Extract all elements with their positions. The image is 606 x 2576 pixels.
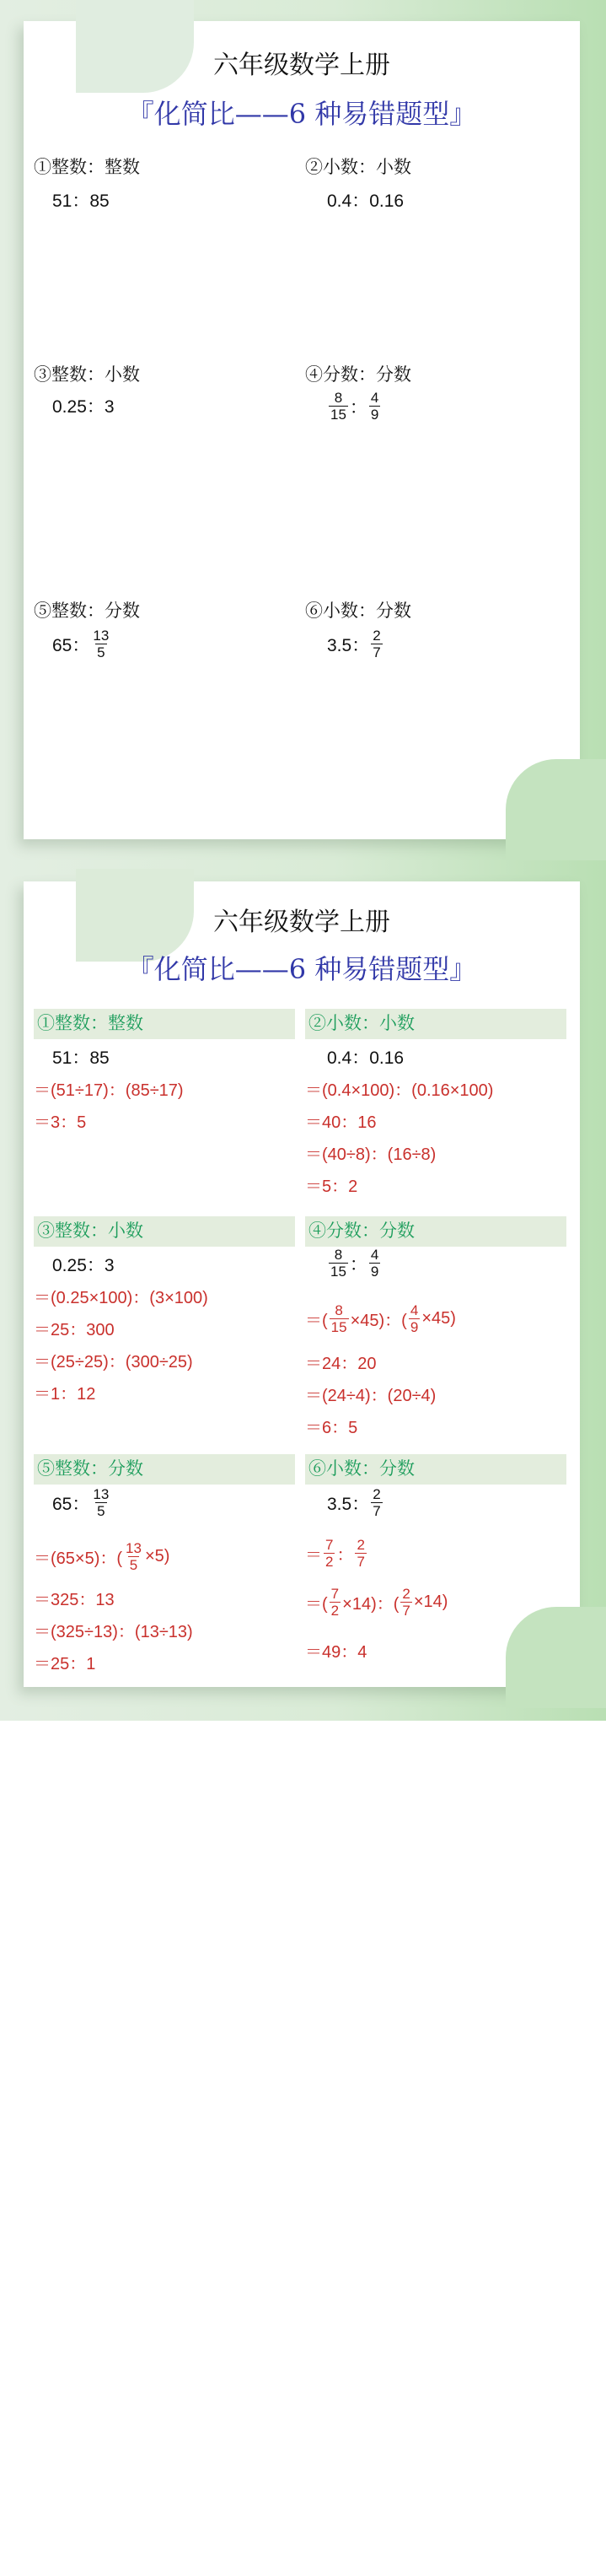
solution-5-step-3: ＝(325÷13)：(13÷13) [34,1623,193,1641]
fraction: $\frac{8}{15}$ [330,1247,346,1280]
solution-3-ratio: 0.25：3 [52,1256,115,1275]
solution-header-5: ⑤整数：分数 [34,1454,295,1485]
question-4-ratio: $\frac{8}{15}$ ： $\frac{4}{9}$ [330,390,379,423]
fraction: $\frac{8}{15}$ [330,1302,347,1335]
fraction: $\frac{2}{7}$ [402,1586,410,1619]
solution-6-ratio: 3.5： $\frac{2}{7}$ [327,1486,381,1519]
paper-corner-cut-bottom [506,759,606,860]
page-subtitle: 『化简比——6 种易错题型』 [126,98,477,130]
page-title: 六年级数学上册 [213,51,390,80]
solution-4-step-2: ＝24：20 [305,1355,377,1373]
paper-corner-cut-bottom [506,1607,606,1708]
question-2-ratio: 0.4：0.16 [327,191,405,211]
fraction: $\frac{2}{7}$ [373,1486,381,1519]
fraction: $\frac{13}{5}$ [126,1540,142,1573]
solution-3-step-4: ＝1：12 [34,1385,96,1404]
fraction: $\frac{8}{15}$ [330,390,346,423]
solution-2-ratio: 0.4：0.16 [327,1048,405,1068]
question-6-ratio: 3.5： $\frac{2}{7}$ [327,628,381,660]
solution-4-step-4: ＝6：5 [305,1419,358,1437]
question-3-ratio: 0.25：3 [52,397,115,417]
page-title: 六年级数学上册 [213,908,390,937]
solution-2-step-3: ＝(40÷8)：(16÷8) [305,1145,437,1164]
solution-5-ratio: 65： $\frac{13}{5}$ [52,1486,110,1519]
solution-5-step-2: ＝325：13 [34,1591,115,1609]
paper-sheet-questions [24,21,580,839]
solution-3-step-3: ＝(25÷25)：(300÷25) [34,1353,193,1372]
solution-5-step-1: ＝(65×5)：( $\frac{13}{5}$ ×5) [34,1540,170,1573]
fraction: $\frac{2}{7}$ [373,628,381,660]
solution-1-step-2: ＝3：5 [34,1113,87,1132]
question-type-5: ⑤整数：分数 [34,601,140,621]
solution-5-step-4: ＝25：1 [34,1655,96,1673]
fraction: $\frac{2}{7}$ [357,1537,365,1570]
solution-2-step-4: ＝5：2 [305,1178,358,1196]
question-type-1: ①整数：整数 [34,158,140,177]
solution-6-step-2: ＝( $\frac{7}{2}$ ×14)：( $\frac{2}{7}$ ×14) [305,1586,448,1619]
solution-4-step-3: ＝(24÷4)：(20÷4) [305,1387,437,1405]
page-subtitle: 『化简比——6 种易错题型』 [126,953,477,985]
question-type-4: ④分数：分数 [305,365,411,385]
solution-header-6: ⑥小数：分数 [305,1454,566,1485]
fraction: $\frac{13}{5}$ [93,1486,110,1519]
solution-4-step-1: ＝( $\frac{8}{15}$ ×45)：( $\frac{4}{9}$ ×45) [305,1302,456,1335]
solution-1-step-1: ＝(51÷17)：(85÷17) [34,1081,184,1100]
fraction: $\frac{4}{9}$ [410,1302,419,1335]
solution-6-step-3: ＝49：4 [305,1643,367,1662]
solution-header-4: ④分数：分数 [305,1216,566,1247]
fraction: $\frac{13}{5}$ [93,628,110,660]
fraction: $\frac{7}{2}$ [330,1586,340,1619]
solution-2-step-1: ＝(0.4×100)：(0.16×100) [305,1081,494,1100]
fraction: $\frac{4}{9}$ [370,390,379,423]
solution-header-2: ②小数：小数 [305,1009,566,1039]
question-5-ratio: 65： $\frac{13}{5}$ [52,628,110,660]
question-type-3: ③整数：小数 [34,365,140,385]
question-1-ratio: 51：85 [52,191,110,211]
solution-6-step-1: ＝ $\frac{7}{2}$ ： $\frac{2}{7}$ [305,1537,365,1570]
question-type-6: ⑥小数：分数 [305,601,411,621]
solution-4-ratio: $\frac{8}{15}$ ： $\frac{4}{9}$ [330,1247,379,1280]
solution-header-1: ①整数：整数 [34,1009,295,1039]
fraction: $\frac{7}{2}$ [325,1537,334,1570]
solution-header-3: ③整数：小数 [34,1216,295,1247]
solution-2-step-2: ＝40：16 [305,1113,377,1132]
solution-3-step-2: ＝25：300 [34,1321,115,1339]
question-type-2: ②小数：小数 [305,158,411,177]
solution-1-ratio: 51：85 [52,1048,110,1068]
solution-3-step-1: ＝(0.25×100)：(3×100) [34,1289,208,1307]
fraction: $\frac{4}{9}$ [370,1247,379,1280]
